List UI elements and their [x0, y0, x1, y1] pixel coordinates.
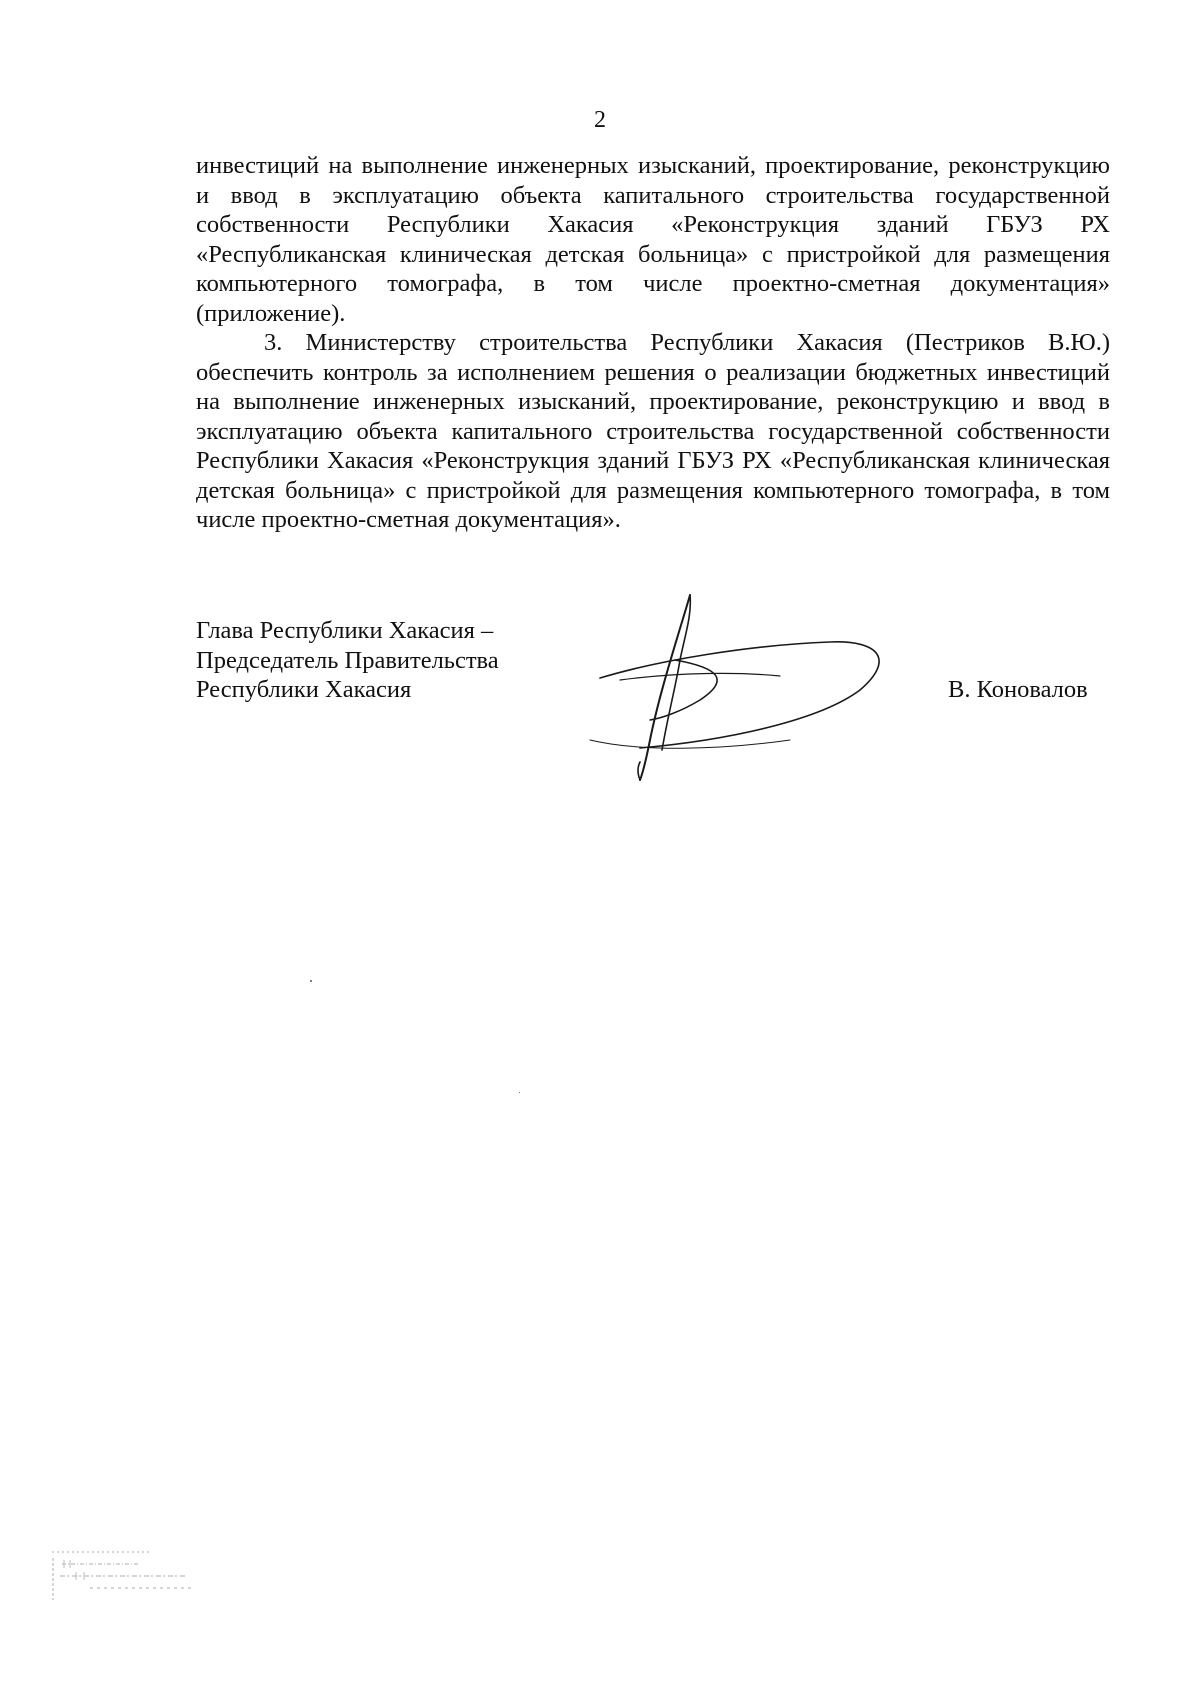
signer-position: [196, 616, 499, 705]
document-body: [196, 151, 1110, 535]
paragraph-item-3: 3. Министерству строительства Республики Хакасия (Пестриков В.Ю.) обеспечить контроль за исполнением решения о реализации бюджетных инвестиций на выполнение инженерных изысканий, проектирование, реконструкцию и ввод в эксплуатацию объекта капитального строительства государственной собственности Республики Хакасия «Реконструкция зданий ГБУЗ РХ «Республиканская клиническая детская больница» с пристройкой для размещения компьютерного томографа, в том числе проектно-сметная документация».: [196, 329, 1110, 533]
scan-speck: [310, 980, 312, 982]
signer-position-line: Глава Республики Хакасия –: [196, 617, 494, 644]
scan-speck: [519, 1092, 520, 1093]
handwritten-signature: [580, 590, 900, 790]
signer-position-line: Республики Хакасия: [196, 676, 412, 703]
signer-name: В. Коновалов: [948, 676, 1088, 703]
paragraph-continuation: инвестиций на выполнение инженерных изысканий, проектирование, реконструкцию и ввод в эксплуатацию объекта капитального строительства государственной собственности Республики Хакасия «Реконструкция зданий ГБУЗ РХ «Республиканская клиническая детская больница» с пристройкой для размещения компьютерного томографа, в том числе проектно-сметная документация» (приложение).: [196, 152, 1110, 327]
faded-registration-stamp: [50, 1548, 200, 1603]
page-number: 2: [594, 107, 606, 133]
signer-position-line: Председатель Правительства: [196, 646, 499, 674]
